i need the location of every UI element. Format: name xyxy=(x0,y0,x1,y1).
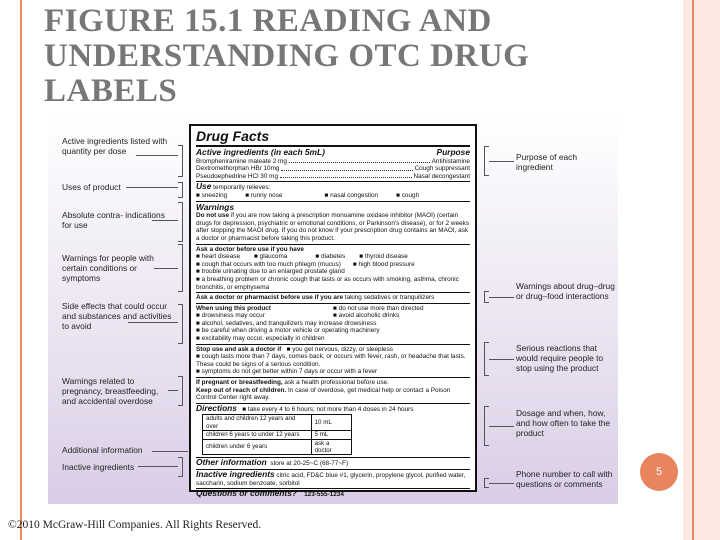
table-row xyxy=(203,415,352,431)
condition-item: ■ heart disease xyxy=(196,253,241,261)
active-ingredients-heading: Active ingredients (in each 5mL) xyxy=(196,147,325,157)
bracket xyxy=(178,457,183,477)
ingredient-row xyxy=(196,158,470,166)
annotation-dosage: Dosage and when, how, and how often to take the product xyxy=(516,408,611,438)
when-using-item: ■ avoid alcoholic drinks xyxy=(333,312,400,320)
when-using-item: ■ be careful when driving a motor vehicle or operating machinery xyxy=(196,327,380,335)
connector-line xyxy=(138,466,178,467)
ask-pharmacist-text: taking sedatives or tranquilizers xyxy=(343,294,435,302)
questions-heading: Questions or comments? xyxy=(196,488,297,499)
when-using-item: ■ do not use more than directed xyxy=(333,304,424,312)
annotation-side-effects: Side effects that could occur and substances and activities to avoid xyxy=(62,301,172,331)
connector-line xyxy=(152,220,178,221)
use-text: temporarily relieves: xyxy=(213,184,271,192)
use-item: ■ runny nose xyxy=(245,191,283,199)
condition-item: ■ glaucoma xyxy=(254,253,288,261)
ask-pharmacist-bold: Ask a doctor or pharmacist before use if you are xyxy=(196,294,344,302)
slide-title: FIGURE 15.1 READING AND UNDERSTANDING OTC DRUG LABELS xyxy=(44,3,530,109)
keep-out-bold: Keep out of reach of children. xyxy=(196,386,287,394)
annotation-uses: Uses of product xyxy=(62,182,121,192)
annotation-purpose: Purpose of each ingredient xyxy=(516,152,577,172)
annotation-pregnancy: Warnings related to pregnancy, breastfeeding, and accidental overdose xyxy=(62,376,159,406)
annotation-phone: Phone number to call with questions or comments xyxy=(516,469,613,489)
connector-line xyxy=(489,483,514,484)
connector-line xyxy=(489,297,514,298)
use-heading: Use xyxy=(196,181,212,192)
other-info-text: store at 20-25~C (68-77~F) xyxy=(270,460,349,468)
ingredient-name: Brompheniramine maleate 2 mg xyxy=(196,157,287,165)
dosage-amount: 5 mL xyxy=(311,431,351,439)
ask-pharmacist-section xyxy=(196,293,470,304)
inactive-text: citric acid, FD&C blue #1, glycerin, propylene glycol, purified water, saccharin, sodium benzoate, sorbitol xyxy=(196,472,466,487)
annotation-contraindications: Absolute contra- indications for use xyxy=(62,210,165,230)
stop-use-item: ■ you get nervous, dizzy, or sleepless xyxy=(286,345,393,353)
keep-out-text: In case of overdose, get medical help or contact a Poison Control Center right away. xyxy=(196,386,451,402)
use-item: ■ cough xyxy=(396,191,420,199)
connector-line xyxy=(154,268,178,269)
stop-use-section xyxy=(196,345,470,378)
other-info-heading: Other information xyxy=(196,457,267,468)
ask-doctor-heading: Ask a doctor before use if you have xyxy=(196,245,304,253)
directions-section xyxy=(196,404,470,459)
connector-line xyxy=(152,451,188,452)
use-section xyxy=(196,182,470,201)
questions-section xyxy=(196,489,470,500)
purpose-heading: Purpose xyxy=(436,147,470,157)
annotation-interactions: Warnings about drug–drug or drug–food interactions xyxy=(516,281,615,301)
table-row xyxy=(203,439,352,455)
bracket xyxy=(178,202,183,242)
directions-text: ■ take every 4 to 6 hours; not more than 4 doses in 24 hours xyxy=(242,405,414,413)
pregnant-text: ask a health professional before use. xyxy=(282,379,389,387)
left-decor-line xyxy=(20,0,22,540)
ingredient-name: Dextromethorphan HBr 10mg xyxy=(196,165,280,173)
ingredient-purpose: Nasal decongestant xyxy=(413,172,470,180)
stop-use-heading: Stop use and ask a doctor if xyxy=(196,345,282,353)
connector-line xyxy=(168,390,178,391)
inactive-section xyxy=(196,470,470,489)
when-using-item: ■ drowsiness may occur xyxy=(196,312,265,320)
when-using-item: ■ excitability may occur, especially in children xyxy=(196,335,325,343)
do-not-use-section xyxy=(196,202,470,245)
annotation-active-ingredients: Active ingredients listed with quantity per dose xyxy=(62,136,168,156)
ingredient-row xyxy=(196,165,470,173)
condition-item: ■ diabetes xyxy=(315,253,346,261)
inactive-heading: Inactive ingredients xyxy=(196,469,275,480)
bracket xyxy=(178,145,183,177)
stop-use-item: ■ symptoms do not get better within 7 days or occur with a fever xyxy=(196,368,378,376)
directions-heading: Directions xyxy=(196,402,237,413)
condition-item: ■ cough that occurs with too much phlegm (mucus) xyxy=(196,260,341,268)
use-item: ■ sneezing xyxy=(196,191,228,199)
annotation-additional-info: Additional information xyxy=(62,445,143,455)
right-decor-line xyxy=(692,0,694,540)
do-not-use-bold: Do not use xyxy=(196,212,230,220)
bracket xyxy=(178,182,183,198)
annotation-serious-reactions: Serious reactions that would require people to stop using the product xyxy=(516,343,604,373)
use-item: ■ nasal congestion xyxy=(324,191,379,199)
annotation-inactive-ingredients: Inactive ingredients xyxy=(62,462,135,472)
warnings-heading: Warnings xyxy=(196,201,235,212)
connector-line xyxy=(489,359,514,360)
drug-facts-title: Drug Facts xyxy=(196,128,470,147)
ingredient-name: Pseudoephedrine HCl 30 mg xyxy=(196,172,279,180)
page-number-badge: 5 xyxy=(640,453,678,491)
do-not-use-text: if you are now taking a prescription monoamine oxidase inhibitor (MAOI) (certain drugs for depression, psychiatric or emotional conditions, or Parkinson's disease), or for 2 weeks after stopping the MAOI drug. If you do not know if your prescription drug contains an MAOI, ask a doctor or pharmacist before taking this product. xyxy=(196,212,469,242)
when-using-heading: When using this product xyxy=(196,304,271,312)
pregnancy-section xyxy=(196,378,470,404)
bracket xyxy=(178,376,183,406)
connector-line xyxy=(489,161,514,162)
connector-line xyxy=(128,322,178,323)
ask-doctor-section xyxy=(196,245,470,294)
condition-item: ■ high blood pressure xyxy=(352,260,415,268)
when-using-section xyxy=(196,304,470,345)
connector-line xyxy=(136,155,178,156)
ingredient-purpose: Antihistamine xyxy=(431,157,470,165)
copyright-text: ©2010 McGraw-Hill Companies. All Rights Reserved. xyxy=(8,519,262,531)
right-decor-stripe xyxy=(683,0,720,540)
active-ingredients-section xyxy=(196,147,470,182)
stop-use-item: ■ cough lasts more than 7 days, comes back, or occurs with fever, rash, or headache that lasts. These could be signs of a serious condition. xyxy=(196,353,466,368)
dosage-amount: ask a doctor xyxy=(311,439,351,455)
dosage-amount: 10 mL xyxy=(311,415,351,431)
pregnant-bold: If pregnant or breastfeeding, xyxy=(196,379,283,387)
connector-line xyxy=(126,187,178,188)
phone-number: 123-555-1234 xyxy=(304,491,344,499)
bracket xyxy=(178,304,183,344)
ingredient-row xyxy=(196,173,470,181)
connector-line xyxy=(489,426,514,427)
ingredient-purpose: Cough suppressant xyxy=(414,165,470,173)
table-row xyxy=(203,431,352,439)
condition-item: ■ trouble urinating due to an enlarged prostate gland xyxy=(196,268,345,276)
drug-facts-label xyxy=(189,124,477,499)
when-using-item: ■ alcohol, sedatives, and tranquilizers may increase drowsiness xyxy=(196,319,377,327)
figure-drug-label xyxy=(48,114,618,504)
dosage-age: children 6 years to under 12 years xyxy=(203,431,312,439)
bracket xyxy=(178,244,183,292)
dosage-table xyxy=(202,414,352,455)
annotation-conditions: Warnings for people with certain conditions or symptoms xyxy=(62,253,154,283)
condition-item: ■ thyroid disease xyxy=(359,253,408,261)
dosage-age: children under 6 years xyxy=(203,439,312,455)
dosage-age: adults and children 12 years and over xyxy=(203,415,312,431)
condition-item: ■ a breathing problem or chronic cough that lasts or as occurs with smoking, asthma, chronic bronchitis, or emphysema xyxy=(196,275,459,291)
